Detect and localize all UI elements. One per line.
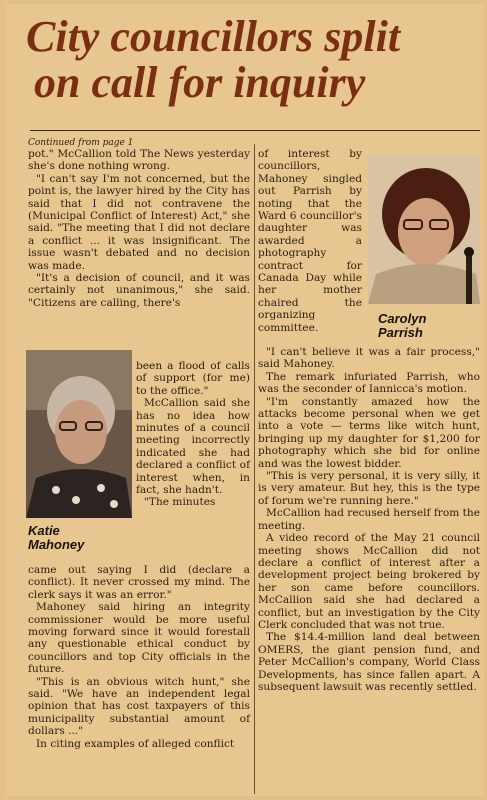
headline-line-1: City councillors split bbox=[26, 12, 401, 61]
parrish-caption-last: Parrish bbox=[378, 325, 423, 340]
mahoney-photo bbox=[26, 350, 132, 518]
headline-line-2: on call for inquiry bbox=[34, 58, 366, 107]
mahoney-caption-first: Katie bbox=[28, 523, 60, 538]
parrish-caption bbox=[378, 312, 426, 340]
col2-paragraph-5: "This is very personal, it is very silly, it is very amateur. But hey, this is the type of forum we're running here." bbox=[258, 470, 480, 507]
col1-paragraph-9: In citing examples of alleged conflict bbox=[36, 737, 235, 750]
col1-paragraph-7: Mahoney said hiring an integrity commissioner would be more useful moving forward since it would forestall any questionable ethical conduct by councillors and top City officials in the future. bbox=[28, 601, 250, 676]
column-2-top bbox=[258, 148, 362, 334]
column-1-bottom bbox=[28, 564, 250, 750]
mahoney-caption-last: Mahoney bbox=[28, 537, 85, 552]
column-1-top bbox=[28, 138, 250, 309]
col1-paragraph-2: "I can't say I'm not concerned, but the point is, the lawyer hired by the City has said that I did not contravene the (Municipal Conflict of Interest) Act," she said. "The meeting that I did not declare a conflict ... it was insignificant. The issue wasn't debated and no decision was made. bbox=[28, 172, 250, 272]
column-divider bbox=[254, 144, 255, 794]
col1-paragraph-3: "It's a decision of council, and it was certainly not unanimous," she said. "Citizens are calling, there's bbox=[28, 272, 250, 309]
column-2-bottom bbox=[258, 346, 480, 693]
headline bbox=[26, 14, 484, 106]
mahoney-caption bbox=[28, 524, 84, 552]
col2-paragraph-7: A video record of the May 21 council meeting shows McCallion did not declare a conflict of interest after a development project being brokered by her son came before councillors. McCallion said she had declared a conflict, but an investigation by the City Clerk concluded that was not true. bbox=[258, 532, 480, 631]
col2-paragraph-2: "I can't believe it was a fair process," said Mahoney. bbox=[258, 346, 480, 371]
headline-rule bbox=[30, 130, 480, 131]
mahoney-portrait bbox=[26, 350, 132, 518]
newspaper-clipping bbox=[6, 4, 484, 796]
continued-label: Continued from page 1 bbox=[28, 138, 134, 148]
col1-paragraph-1: pot." McCallion told The News yesterday she's done nothing wrong. bbox=[28, 148, 250, 173]
parrish-portrait bbox=[368, 154, 480, 304]
parrish-caption-first: Carolyn bbox=[378, 311, 427, 326]
parrish-photo bbox=[368, 154, 480, 304]
col2-paragraph-1: of interest by councillors, Mahoney singled out Parrish by noting that the Ward 6 councillor's daughter was awarded a photography contract for Canada Day while her mother chaired the organizing committee. bbox=[258, 148, 362, 334]
col2-paragraph-8: The $14.4-million land deal between OMERS, the giant pension fund, and Peter McCallion's company, World Class Developments, has since fallen apart. A subsequent lawsuit was recently settled. bbox=[258, 631, 480, 693]
col2-paragraph-6: McCallion had recused herself from the meeting. bbox=[258, 507, 480, 532]
col2-paragraph-3: The remark infuriated Parrish, who was the seconder of Iannicca's motion. bbox=[258, 370, 480, 396]
col1-paragraph-4: been a flood of calls of support (for me) to the office." bbox=[136, 360, 250, 397]
col1-paragraph-6b: came out saying I did (declare a conflict). It never crossed my mind. The clerk says it was an error." bbox=[28, 564, 250, 601]
col1-paragraph-5: McCallion said she has no idea how minutes of a council meeting incorrectly indicated she had declared a conflict of interest when, in fact, she hadn't. bbox=[136, 397, 250, 497]
col2-paragraph-4: "I'm constantly amazed how the attacks become personal when we get into a vote — terms like witch hunt, bringing up my daughter for $1,200 for photography which she bid for online and was the lowest bidder. bbox=[258, 395, 480, 470]
col1-paragraph-6a: "The minutes bbox=[144, 496, 216, 509]
col1-paragraph-8: "This is an obvious witch hunt," she said. "We have an independent legal opinion that has cost taxpayers of this municipality substantial amount of dollars ..." bbox=[28, 675, 250, 738]
column-1-wrap bbox=[136, 360, 250, 509]
